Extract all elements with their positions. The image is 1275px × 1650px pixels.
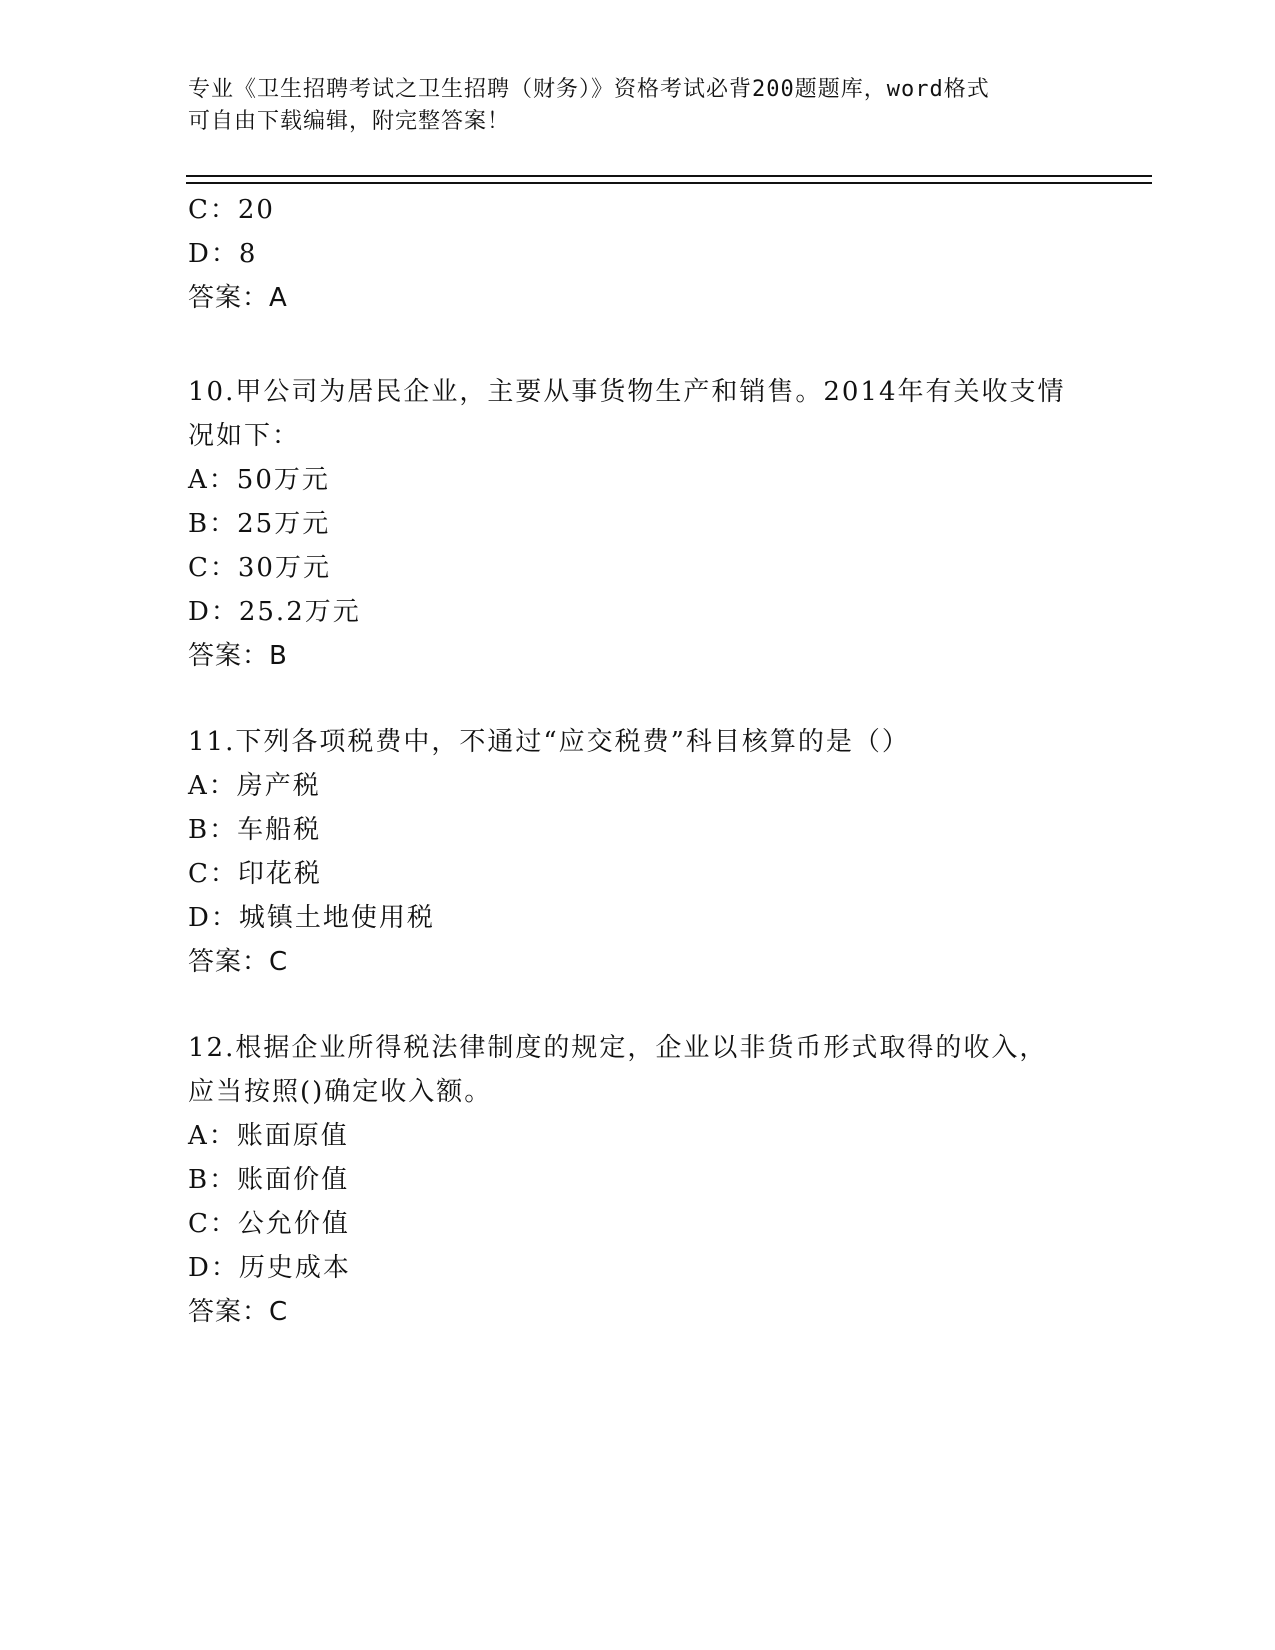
header-divider-bottom [186,182,1152,184]
header-title-line-2: 可自由下载编辑，附完整答案！ [188,109,511,134]
prev-option-c: C：20 [188,195,275,225]
q11-text-line-1: 11.下列各项税费中，不通过“应交税费”科目核算的是（） [188,727,910,757]
q12-option-c: C：公允价值 [188,1209,350,1239]
q10-option-a: A：50万元 [188,465,330,495]
q11-option-a: A：房产税 [188,771,321,801]
q11-option-d: D：城镇土地使用税 [188,903,435,933]
q11-option-c: C：印花税 [188,859,322,889]
q10-option-d: D：25.2万元 [188,597,361,627]
prev-answer: 答案：A [188,283,288,313]
header-title-line-1: 专业《卫生招聘考试之卫生招聘（财务）》资格考试必背200题题库，word格式 [188,77,990,102]
document-header [188,74,1088,138]
q10-text-line-2: 况如下： [188,421,301,451]
q10-text-line-1: 10.甲公司为居民企业，主要从事货物生产和销售。2014年有关收支情 [188,377,1066,407]
prev-option-d: D：8 [188,239,258,269]
q12-option-a: A：账面原值 [188,1121,349,1151]
q10-option-b: B：25万元 [188,509,331,539]
q11-option-b: B：车船税 [188,815,322,845]
q12-text-line-1: 12.根据企业所得税法律制度的规定，企业以非货币形式取得的收入， [188,1033,1048,1063]
header-divider-top [186,175,1152,177]
q12-text-line-2: 应当按照()确定收入额。 [188,1077,493,1107]
q10-option-c: C：30万元 [188,553,331,583]
q12-option-d: D：历史成本 [188,1253,351,1283]
q10-answer: 答案：B [188,641,288,671]
q11-answer: 答案：C [188,947,289,977]
q12-answer: 答案：C [188,1297,289,1327]
q12-option-b: B：账面价值 [188,1165,350,1195]
